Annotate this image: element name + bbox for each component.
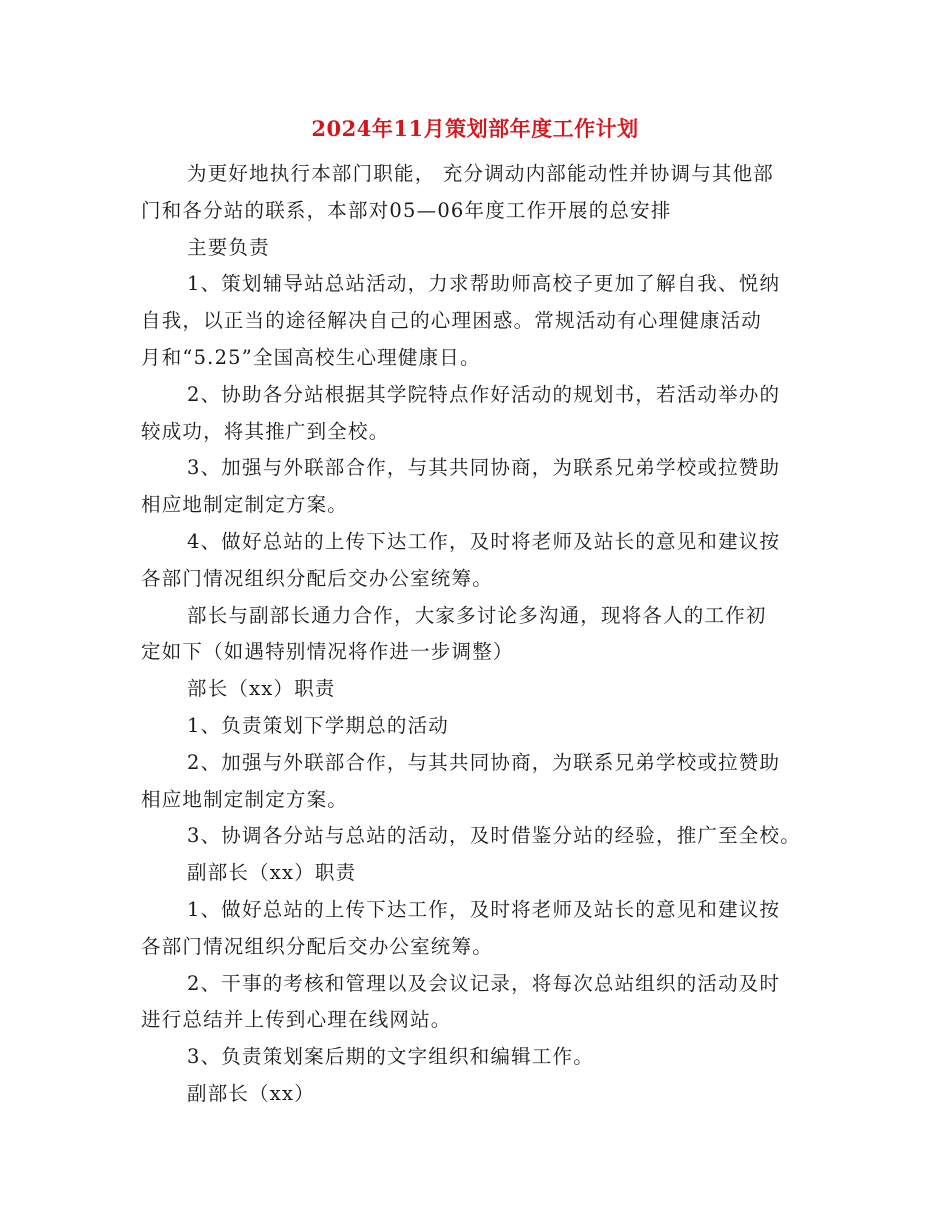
paragraph	[141, 966, 821, 1040]
paragraph-line: 为更好地执行本部门职能， 充分调动内部能动性并协调与其他部	[187, 162, 774, 185]
paragraph-line: 各部门情况组织分配后交办公室统筹。	[141, 566, 493, 590]
paragraph-line: 3、负责策划案后期的文字组织和编辑工作。	[187, 1045, 594, 1069]
paragraph-line: 2、协助各分站根据其学院特点作好活动的规划书，若活动举办的	[187, 382, 781, 406]
paragraph-line: 进行总结并上传到心理在线网站。	[141, 1008, 452, 1032]
paragraph-line: 3、加强与外联部合作，与其共同协商，为联系兄弟学校或拉赞助	[187, 456, 781, 480]
paragraph	[141, 598, 821, 672]
paragraph-line: 3、协调各分站与总站的活动，及时借鉴分站的经验，推广至全校。	[187, 824, 801, 848]
paragraph-line: 自我，以正当的途径解决自己的心理困惑。常规活动有心理健康活动	[141, 309, 763, 333]
section-heading: 主要负责	[187, 235, 270, 259]
section-heading: 部长（xx）职责	[187, 677, 336, 701]
paragraph	[141, 266, 821, 376]
paragraph	[141, 708, 821, 745]
paragraph	[141, 1076, 821, 1113]
paragraph	[141, 818, 821, 855]
paragraph-line: 较成功，将其推广到全校。	[141, 419, 390, 443]
paragraph-line: 4、做好总站的上传下达工作，及时将老师及站长的意见和建议按	[187, 529, 781, 553]
paragraph	[141, 524, 821, 598]
paragraph	[141, 892, 821, 966]
paragraph-line: 相应地制定制定方案。	[141, 787, 349, 811]
section-heading: 副部长（xx）	[187, 1081, 315, 1105]
paragraph	[141, 855, 821, 892]
paragraph	[141, 450, 821, 524]
paragraph	[141, 377, 821, 451]
paragraph	[141, 671, 821, 708]
paragraph-line: 1、负责策划下学期总的活动	[187, 713, 450, 737]
paragraph	[141, 230, 821, 267]
paragraph-line: 1、做好总站的上传下达工作，及时将老师及站长的意见和建议按	[187, 897, 781, 921]
paragraph-line: 2、干事的考核和管理以及会议记录，将每次总站组织的活动及时	[187, 971, 781, 995]
paragraph	[141, 745, 821, 819]
section-heading: 副部长（xx）职责	[187, 861, 357, 885]
paragraph	[141, 1039, 821, 1076]
paragraph-line: 2、加强与外联部合作，与其共同协商，为联系兄弟学校或拉赞助	[187, 750, 781, 774]
paragraph-line: 月和“5.25”全国高校生心理健康日。	[141, 345, 481, 369]
paragraph-line: 各部门情况组织分配后交办公室统筹。	[141, 934, 493, 958]
document-title: 2024年11月策划部年度工作计划	[311, 116, 639, 141]
paragraph-line: 部长与副部长通力合作，大家多讨论多沟通，现将各人的工作初	[187, 603, 767, 627]
document-body	[141, 156, 821, 1113]
paragraph-line: 门和各分站的联系，本部对05—06年度工作开展的总安排	[141, 198, 672, 222]
paragraph-line: 1、策划辅导站总站活动，力求帮助师高校子更加了解自我、悦纳	[187, 272, 781, 296]
paragraph	[141, 156, 821, 230]
paragraph-line: 定如下（如遇特别情况将作进一步调整）	[141, 640, 514, 664]
paragraph-line: 相应地制定制定方案。	[141, 493, 349, 517]
